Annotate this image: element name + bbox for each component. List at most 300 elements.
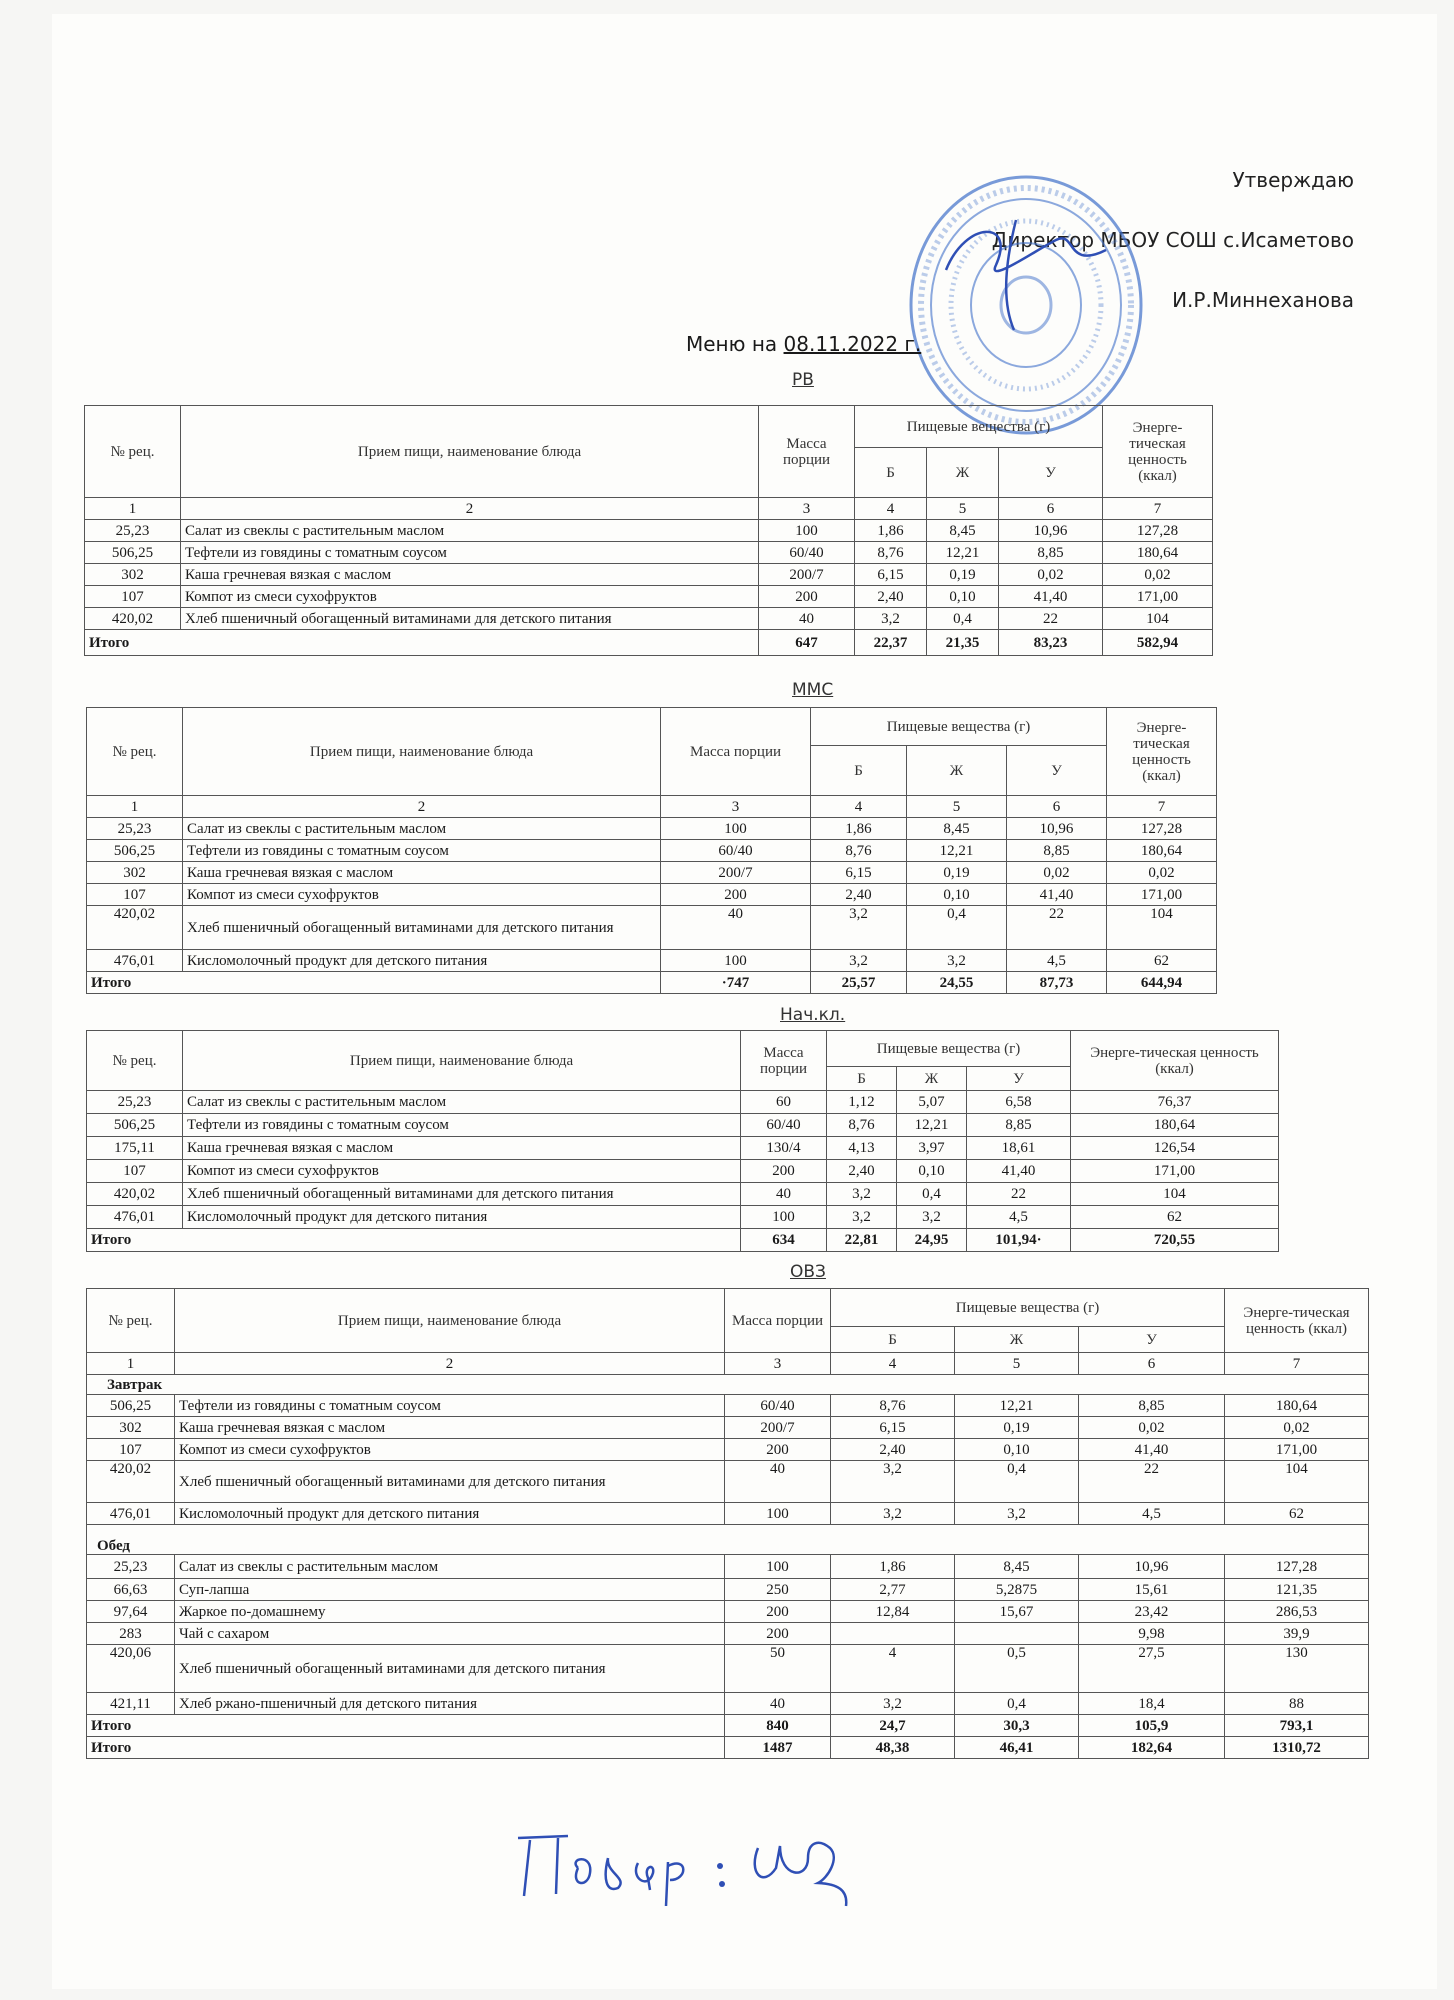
cell-dish: Салат из свеклы с растительным маслом xyxy=(183,1091,741,1114)
cell-zh: 0,10 xyxy=(927,586,999,608)
cell-u: 22 xyxy=(1079,1461,1225,1503)
cell-b: 3,2 xyxy=(831,1503,955,1525)
col-number: 3 xyxy=(725,1353,831,1375)
header-u: У xyxy=(1079,1327,1225,1353)
cook-signature xyxy=(508,1818,888,1908)
cell-energy: 104 xyxy=(1225,1461,1369,1503)
cell-mass: 100 xyxy=(661,950,811,972)
cell-u: 41,40 xyxy=(1079,1439,1225,1461)
col-number: 6 xyxy=(999,498,1103,520)
table-row xyxy=(87,818,1217,840)
cell-u: 41,40 xyxy=(967,1160,1071,1183)
cell-energy: 62 xyxy=(1107,950,1217,972)
table-row xyxy=(85,608,1213,630)
cell-mass: 60/40 xyxy=(661,840,811,862)
header-name: Прием пищи, наименование блюда xyxy=(183,708,661,796)
cell-energy: 171,00 xyxy=(1225,1439,1369,1461)
cell-zh: 8,45 xyxy=(955,1555,1079,1579)
cell-u: 41,40 xyxy=(1007,884,1107,906)
cell-rec: 420,06 xyxy=(87,1645,175,1693)
cell-rec: 420,02 xyxy=(87,906,183,950)
table-row xyxy=(87,1579,1369,1601)
table-row xyxy=(87,1206,1279,1229)
cell-u: 18,61 xyxy=(967,1137,1071,1160)
header-b: Б xyxy=(855,448,927,498)
cell-zh: 0,5 xyxy=(955,1645,1079,1693)
cell-mass: 200 xyxy=(725,1601,831,1623)
header-u: У xyxy=(1007,746,1107,796)
total-u: 83,23 xyxy=(999,630,1103,656)
cell-b: 3,2 xyxy=(827,1183,897,1206)
cell-rec: 107 xyxy=(87,1160,183,1183)
cell-zh: 3,2 xyxy=(955,1503,1079,1525)
cell-energy: 171,00 xyxy=(1103,586,1213,608)
cell-b: 8,76 xyxy=(811,840,907,862)
cell-mass: 200/7 xyxy=(759,564,855,586)
cell-mass: 60 xyxy=(741,1091,827,1114)
cell-energy: 180,64 xyxy=(1107,840,1217,862)
header-b: Б xyxy=(831,1327,955,1353)
cell-energy: 286,53 xyxy=(1225,1601,1369,1623)
cell-rec: 107 xyxy=(87,1439,175,1461)
grand-total-zh: 46,41 xyxy=(955,1737,1079,1759)
col-number: 5 xyxy=(955,1353,1079,1375)
cell-mass: 40 xyxy=(741,1183,827,1206)
cell-energy: 180,64 xyxy=(1103,542,1213,564)
table-row xyxy=(87,1693,1369,1715)
cell-energy: 121,35 xyxy=(1225,1579,1369,1601)
cell-rec: 25,23 xyxy=(85,520,181,542)
cell-u: 18,4 xyxy=(1079,1693,1225,1715)
col-number: 2 xyxy=(183,796,661,818)
cell-dish: Салат из свеклы с растительным маслом xyxy=(181,520,759,542)
col-number: 2 xyxy=(175,1353,725,1375)
cell-zh: 12,21 xyxy=(955,1395,1079,1417)
cell-mass: 200 xyxy=(741,1160,827,1183)
cell-dish: Компот из смеси сухофруктов xyxy=(175,1439,725,1461)
cell-dish: Салат из свеклы с растительным маслом xyxy=(183,818,661,840)
grand-total-b: 48,38 xyxy=(831,1737,955,1759)
cell-u: 41,40 xyxy=(999,586,1103,608)
cell-dish: Хлеб пшеничный обогащенный витаминами для детского питания xyxy=(175,1461,725,1503)
table-row xyxy=(87,1555,1369,1579)
col-number: 5 xyxy=(907,796,1007,818)
approval-name: И.Р.Миннеханова xyxy=(1172,288,1354,312)
cell-zh: 0,19 xyxy=(927,564,999,586)
cell-energy: 180,64 xyxy=(1071,1114,1279,1137)
header-zh: Ж xyxy=(897,1067,967,1091)
header-b: Б xyxy=(811,746,907,796)
cell-dish: Чай с сахаром xyxy=(175,1623,725,1645)
header-name: Прием пищи, наименование блюда xyxy=(183,1031,741,1091)
cell-energy: 127,28 xyxy=(1103,520,1213,542)
cell-mass: 200/7 xyxy=(661,862,811,884)
header-mass: Масса порции xyxy=(741,1031,827,1091)
cell-b: 3,2 xyxy=(811,906,907,950)
cell-u: 4,5 xyxy=(967,1206,1071,1229)
cell-dish: Салат из свеклы с растительным маслом xyxy=(175,1555,725,1579)
total-label: Итого xyxy=(85,630,759,656)
header-b: Б xyxy=(827,1067,897,1091)
cell-mass: 250 xyxy=(725,1579,831,1601)
total-b: 22,37 xyxy=(855,630,927,656)
cell-energy: 62 xyxy=(1071,1206,1279,1229)
cell-rec: 420,02 xyxy=(87,1461,175,1503)
cell-mass: 100 xyxy=(759,520,855,542)
table-row xyxy=(85,586,1213,608)
cell-dish: Компот из смеси сухофруктов xyxy=(181,586,759,608)
cell-zh: 0,4 xyxy=(955,1461,1079,1503)
cell-u: 4,5 xyxy=(1007,950,1107,972)
table-row xyxy=(87,1183,1279,1206)
total-b: 25,57 xyxy=(811,972,907,994)
cell-dish: Хлеб ржано-пшеничный для детского питания xyxy=(175,1693,725,1715)
total-zh: 24,55 xyxy=(907,972,1007,994)
menu-table-nach xyxy=(86,1030,1279,1252)
cell-mass: 200 xyxy=(725,1623,831,1645)
col-number: 1 xyxy=(87,1353,175,1375)
header-nutrients: Пищевые вещества (г) xyxy=(855,406,1103,448)
grand-total-mass: 1487 xyxy=(725,1737,831,1759)
cell-dish: Компот из смеси сухофруктов xyxy=(183,1160,741,1183)
table-row xyxy=(87,950,1217,972)
table-row xyxy=(87,1645,1369,1693)
cell-rec: 283 xyxy=(87,1623,175,1645)
cell-zh: 0,4 xyxy=(927,608,999,630)
cell-dish: Тефтели из говядины с томатным соусом xyxy=(181,542,759,564)
total-mass: 647 xyxy=(759,630,855,656)
total-energy: 644,94 xyxy=(1107,972,1217,994)
cell-mass: 60/40 xyxy=(759,542,855,564)
cell-zh: 0,4 xyxy=(907,906,1007,950)
table-row xyxy=(87,1439,1369,1461)
total-mass: ·747 xyxy=(661,972,811,994)
col-number: 1 xyxy=(87,796,183,818)
cell-rec: 97,64 xyxy=(87,1601,175,1623)
total-u: 105,9 xyxy=(1079,1715,1225,1737)
table-row xyxy=(85,564,1213,586)
cell-energy: 0,02 xyxy=(1103,564,1213,586)
total-label: Итого xyxy=(87,1229,741,1252)
cell-rec: 25,23 xyxy=(87,1555,175,1579)
cell-energy: 171,00 xyxy=(1071,1160,1279,1183)
cell-rec: 25,23 xyxy=(87,1091,183,1114)
grand-total-u: 182,64 xyxy=(1079,1737,1225,1759)
header-mass: Масса порции xyxy=(661,708,811,796)
menu-title-prefix: Меню на xyxy=(686,332,784,356)
cell-mass: 40 xyxy=(725,1693,831,1715)
cell-dish: Хлеб пшеничный обогащенный витаминами для детского питания xyxy=(175,1645,725,1693)
cell-dish: Каша гречневая вязкая с маслом xyxy=(175,1417,725,1439)
cell-u: 8,85 xyxy=(1007,840,1107,862)
cell-mass: 60/40 xyxy=(725,1395,831,1417)
cell-zh: 8,45 xyxy=(927,520,999,542)
cell-zh: 12,21 xyxy=(897,1114,967,1137)
cell-energy: 88 xyxy=(1225,1693,1369,1715)
cell-u: 15,61 xyxy=(1079,1579,1225,1601)
cell-u: 22 xyxy=(999,608,1103,630)
cell-energy: 127,28 xyxy=(1225,1555,1369,1579)
cell-rec: 476,01 xyxy=(87,1206,183,1229)
cell-energy: 180,64 xyxy=(1225,1395,1369,1417)
cell-b: 2,40 xyxy=(855,586,927,608)
cell-b: 6,15 xyxy=(811,862,907,884)
cell-b: 6,15 xyxy=(831,1417,955,1439)
cell-b: 3,2 xyxy=(827,1206,897,1229)
cell-mass: 40 xyxy=(759,608,855,630)
cell-energy: 127,28 xyxy=(1107,818,1217,840)
cell-energy: 39,9 xyxy=(1225,1623,1369,1645)
col-number: 6 xyxy=(1007,796,1107,818)
cell-zh: 3,2 xyxy=(897,1206,967,1229)
section-label-ovz: ОВЗ xyxy=(790,1262,826,1282)
header-rec: № рец. xyxy=(87,1289,175,1353)
cell-dish: Хлеб пшеничный обогащенный витаминами для детского питания xyxy=(181,608,759,630)
column-numbers-row xyxy=(87,796,1217,818)
meal-section-lunch xyxy=(87,1525,1369,1555)
col-number: 3 xyxy=(759,498,855,520)
total-u: 87,73 xyxy=(1007,972,1107,994)
table-row xyxy=(85,520,1213,542)
cell-rec: 506,25 xyxy=(87,1114,183,1137)
cell-rec: 506,25 xyxy=(87,840,183,862)
cell-zh xyxy=(955,1623,1079,1645)
total-mass: 840 xyxy=(725,1715,831,1737)
cell-u: 10,96 xyxy=(1079,1555,1225,1579)
col-number: 2 xyxy=(181,498,759,520)
grand-total-label: Итого xyxy=(87,1737,725,1759)
cell-u: 23,42 xyxy=(1079,1601,1225,1623)
header-name: Прием пищи, наименование блюда xyxy=(181,406,759,498)
table-row xyxy=(87,1503,1369,1525)
cell-dish: Тефтели из говядины с томатным соусом xyxy=(183,1114,741,1137)
menu-title xyxy=(686,332,921,356)
cell-rec: 506,25 xyxy=(85,542,181,564)
cell-b: 2,77 xyxy=(831,1579,955,1601)
col-number: 4 xyxy=(831,1353,955,1375)
cell-dish: Каша гречневая вязкая с маслом xyxy=(183,862,661,884)
cell-mass: 100 xyxy=(741,1206,827,1229)
cell-energy: 130 xyxy=(1225,1645,1369,1693)
cell-energy: 104 xyxy=(1103,608,1213,630)
cell-rec: 476,01 xyxy=(87,950,183,972)
header-rec: № рец. xyxy=(85,406,181,498)
meal-section-breakfast xyxy=(87,1375,1369,1395)
cell-energy: 126,54 xyxy=(1071,1137,1279,1160)
cell-u: 27,5 xyxy=(1079,1645,1225,1693)
meal-label-lunch: Обед xyxy=(87,1525,1369,1555)
cell-mass: 130/4 xyxy=(741,1137,827,1160)
cell-mass: 40 xyxy=(661,906,811,950)
cell-b: 2,40 xyxy=(827,1160,897,1183)
cell-u: 8,85 xyxy=(1079,1395,1225,1417)
cell-u: 10,96 xyxy=(999,520,1103,542)
header-nutrients: Пищевые вещества (г) xyxy=(827,1031,1071,1067)
cell-zh: 15,67 xyxy=(955,1601,1079,1623)
header-zh: Ж xyxy=(927,448,999,498)
total-u: 101,94· xyxy=(967,1229,1071,1252)
cell-b: 2,40 xyxy=(831,1439,955,1461)
cell-energy: 104 xyxy=(1071,1183,1279,1206)
menu-table-ovz xyxy=(86,1288,1369,1759)
cell-b: 4 xyxy=(831,1645,955,1693)
cell-zh: 12,21 xyxy=(907,840,1007,862)
cell-mass: 100 xyxy=(661,818,811,840)
total-b: 24,7 xyxy=(831,1715,955,1737)
table-row xyxy=(87,1461,1369,1503)
cell-u: 4,5 xyxy=(1079,1503,1225,1525)
table-row xyxy=(87,1091,1279,1114)
cell-rec: 476,01 xyxy=(87,1503,175,1525)
cell-zh: 3,97 xyxy=(897,1137,967,1160)
cell-dish: Жаркое по-домашнему xyxy=(175,1601,725,1623)
table-row xyxy=(87,1114,1279,1137)
header-u: У xyxy=(999,448,1103,498)
cell-zh: 0,10 xyxy=(897,1160,967,1183)
cell-energy: 0,02 xyxy=(1225,1417,1369,1439)
cell-rec: 66,63 xyxy=(87,1579,175,1601)
total-energy: 582,94 xyxy=(1103,630,1213,656)
col-number: 6 xyxy=(1079,1353,1225,1375)
cell-dish: Кисломолочный продукт для детского питания xyxy=(183,950,661,972)
cell-zh: 0,4 xyxy=(897,1183,967,1206)
cell-b: 1,86 xyxy=(831,1555,955,1579)
cell-rec: 420,02 xyxy=(87,1183,183,1206)
table-row xyxy=(87,1137,1279,1160)
cell-b: 6,15 xyxy=(855,564,927,586)
approval-title: Утверждаю xyxy=(1232,168,1354,192)
cell-dish: Каша гречневая вязкая с маслом xyxy=(183,1137,741,1160)
cell-rec: 302 xyxy=(87,1417,175,1439)
cell-u: 8,85 xyxy=(999,542,1103,564)
cell-dish: Тефтели из говядины с томатным соусом xyxy=(183,840,661,862)
cell-zh: 0,19 xyxy=(907,862,1007,884)
cell-b: 3,2 xyxy=(831,1693,955,1715)
cell-dish: Тефтели из говядины с томатным соусом xyxy=(175,1395,725,1417)
cell-u: 8,85 xyxy=(967,1114,1071,1137)
cell-mass: 100 xyxy=(725,1555,831,1579)
cell-u: 0,02 xyxy=(1079,1417,1225,1439)
cell-zh: 8,45 xyxy=(907,818,1007,840)
cell-u: 9,98 xyxy=(1079,1623,1225,1645)
cell-rec: 506,25 xyxy=(87,1395,175,1417)
total-zh: 24,95 xyxy=(897,1229,967,1252)
cell-zh: 5,07 xyxy=(897,1091,967,1114)
table-row xyxy=(87,1417,1369,1439)
cell-mass: 60/40 xyxy=(741,1114,827,1137)
cell-b xyxy=(831,1623,955,1645)
header-mass: Масса порции xyxy=(725,1289,831,1353)
header-nutrients: Пищевые вещества (г) xyxy=(831,1289,1225,1327)
cell-energy: 171,00 xyxy=(1107,884,1217,906)
table-row xyxy=(87,1395,1369,1417)
cell-rec: 302 xyxy=(85,564,181,586)
header-zh: Ж xyxy=(955,1327,1079,1353)
cell-mass: 200/7 xyxy=(725,1417,831,1439)
col-number: 7 xyxy=(1225,1353,1369,1375)
cell-rec: 420,02 xyxy=(85,608,181,630)
col-number: 7 xyxy=(1107,796,1217,818)
cell-u: 0,02 xyxy=(999,564,1103,586)
cell-b: 1,86 xyxy=(811,818,907,840)
cell-u: 0,02 xyxy=(1007,862,1107,884)
column-numbers-row xyxy=(85,498,1213,520)
cell-dish: Кисломолочный продукт для детского питания xyxy=(183,1206,741,1229)
cell-b: 8,76 xyxy=(855,542,927,564)
cell-energy: 62 xyxy=(1225,1503,1369,1525)
cell-rec: 107 xyxy=(87,884,183,906)
header-energy: Энерге-тическая ценность (ккал) xyxy=(1225,1289,1369,1353)
cell-dish: Хлеб пшеничный обогащенный витаминами для детского питания xyxy=(183,1183,741,1206)
col-number: 5 xyxy=(927,498,999,520)
total-row xyxy=(87,972,1217,994)
cell-energy: 0,02 xyxy=(1107,862,1217,884)
col-number: 4 xyxy=(811,796,907,818)
cell-rec: 302 xyxy=(87,862,183,884)
total-row xyxy=(85,630,1213,656)
column-numbers-row xyxy=(87,1353,1369,1375)
header-zh: Ж xyxy=(907,746,1007,796)
menu-date: 08.11.2022 г. xyxy=(783,332,922,356)
header-energy: Энерге-тическая ценность (ккал) xyxy=(1103,406,1213,498)
cell-u: 22 xyxy=(967,1183,1071,1206)
total-energy: 720,55 xyxy=(1071,1229,1279,1252)
cell-rec: 175,11 xyxy=(87,1137,183,1160)
cell-dish: Кисломолочный продукт для детского питания xyxy=(175,1503,725,1525)
header-mass: Масса порции xyxy=(759,406,855,498)
total-label: Итого xyxy=(87,1715,725,1737)
cell-dish: Компот из смеси сухофруктов xyxy=(183,884,661,906)
table-row xyxy=(87,906,1217,950)
cell-b: 3,2 xyxy=(831,1461,955,1503)
header-name: Прием пищи, наименование блюда xyxy=(175,1289,725,1353)
table-row xyxy=(87,840,1217,862)
cell-mass: 50 xyxy=(725,1645,831,1693)
cell-rec: 107 xyxy=(85,586,181,608)
cell-b: 8,76 xyxy=(831,1395,955,1417)
cell-b: 12,84 xyxy=(831,1601,955,1623)
cell-mass: 100 xyxy=(725,1503,831,1525)
cell-b: 3,2 xyxy=(811,950,907,972)
cell-energy: 104 xyxy=(1107,906,1217,950)
cell-zh: 12,21 xyxy=(927,542,999,564)
cell-mass: 200 xyxy=(661,884,811,906)
lunch-total-row xyxy=(87,1715,1369,1737)
grand-total-row xyxy=(87,1737,1369,1759)
table-row xyxy=(87,1160,1279,1183)
cell-dish: Суп-лапша xyxy=(175,1579,725,1601)
header-u: У xyxy=(967,1067,1071,1091)
menu-table-mmc xyxy=(86,707,1217,994)
header-rec: № рец. xyxy=(87,1031,183,1091)
cell-u: 6,58 xyxy=(967,1091,1071,1114)
total-mass: 634 xyxy=(741,1229,827,1252)
cell-rec: 421,11 xyxy=(87,1693,175,1715)
col-number: 7 xyxy=(1103,498,1213,520)
total-label: Итого xyxy=(87,972,661,994)
cell-mass: 40 xyxy=(725,1461,831,1503)
cell-zh: 5,2875 xyxy=(955,1579,1079,1601)
table-row xyxy=(87,1601,1369,1623)
cell-zh: 0,4 xyxy=(955,1693,1079,1715)
table-row xyxy=(87,862,1217,884)
cell-mass: 200 xyxy=(759,586,855,608)
cell-b: 3,2 xyxy=(855,608,927,630)
menu-table-rv xyxy=(84,405,1213,656)
table-row xyxy=(87,1623,1369,1645)
col-number: 4 xyxy=(855,498,927,520)
total-zh: 30,3 xyxy=(955,1715,1079,1737)
